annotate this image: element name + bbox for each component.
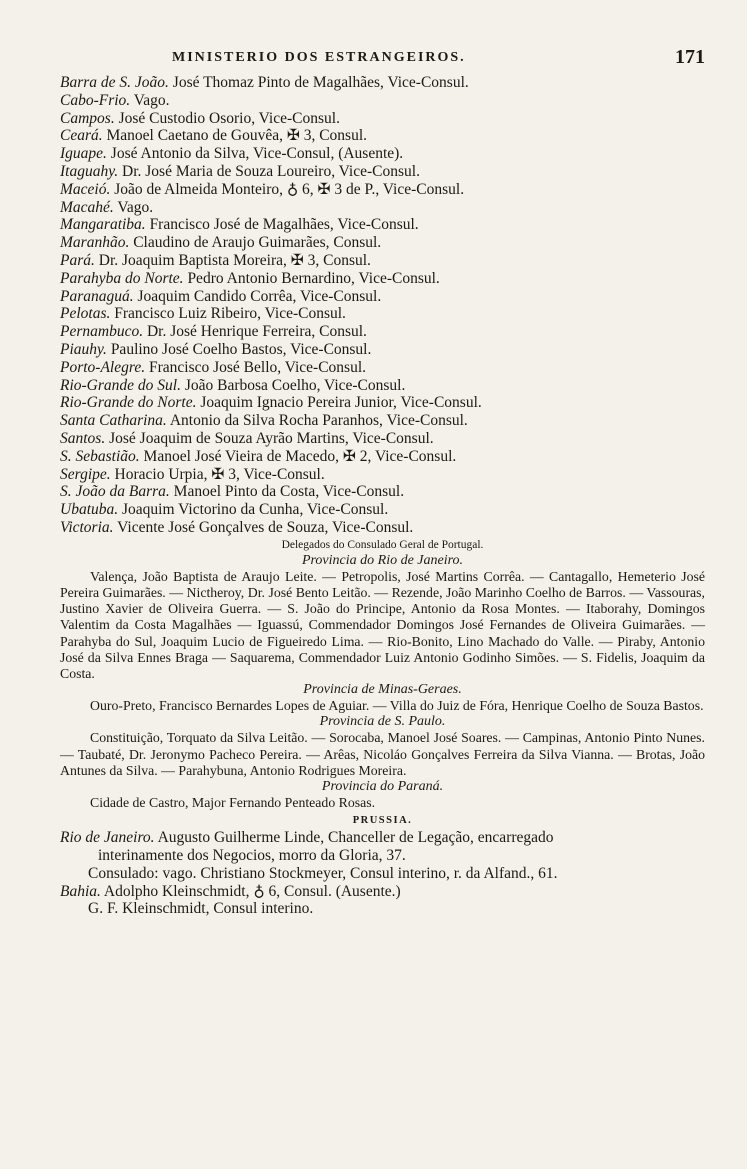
province-sections: [60, 553, 705, 811]
consul-entry: [60, 74, 705, 92]
consul-entry: [60, 412, 705, 430]
place-name: Victoria.: [60, 518, 114, 536]
place-name: Cabo-Frio.: [60, 91, 131, 109]
consul-entry: [60, 430, 705, 448]
entry-text: Francisco José de Magalhães, Vice-Consul.: [145, 216, 419, 234]
place-name: Ceará.: [60, 127, 103, 145]
entry-text: Horacio Urpia, ✠ 3, Vice-Consul.: [110, 465, 325, 483]
entry-text: Paulino José Coelho Bastos, Vice-Consul.: [106, 340, 372, 358]
place-name: Barra de S. João.: [60, 74, 169, 91]
delegados-heading: Delegados do Consulado Geral de Portugal.: [281, 538, 484, 551]
entry-text: Augusto Guilherme Linde, Chanceller de Legação, encarregado: [154, 829, 554, 847]
consul-entry: [60, 305, 705, 323]
running-title: MINISTERIO DOS ESTRANGEIROS.: [172, 50, 466, 65]
consul-entry: [60, 394, 705, 412]
place-name: Paranaguá.: [60, 287, 134, 305]
delegates-paragraph: Ouro-Preto, Francisco Bernardes Lopes de Aguiar. — Villa do Juiz de Fóra, Henrique Coelho de Souza Bastos.: [90, 698, 704, 714]
delegates-paragraph: Cidade de Castro, Major Fernando Penteado Rosas.: [90, 794, 376, 810]
place-name: Santa Catharina.: [60, 412, 167, 430]
entry-text: Adolpho Kleinschmidt, ♁ 6, Consul. (Ausente.): [100, 882, 401, 900]
consul-entry: [60, 163, 705, 181]
consul-entry: [60, 288, 705, 306]
entry-text: João de Almeida Monteiro, ♁ 6, ✠ 3 de P., Vice-Consul.: [110, 180, 465, 198]
place-name: Rio-Grande do Norte.: [60, 394, 197, 412]
entry-text: José Antonio da Silva, Vice-Consul, (Ausente).: [106, 145, 404, 163]
entry-text: Vago.: [130, 91, 170, 109]
consul-entry: [60, 466, 705, 484]
entry-text: Joaquim Candido Corrêa, Vice-Consul.: [133, 287, 382, 305]
consul-entry: [60, 519, 705, 537]
entry-text: Vago.: [113, 198, 154, 216]
consul-entry: [60, 270, 705, 288]
consul-entry: [60, 127, 705, 145]
province-heading: Provincia de Minas-Geraes.: [303, 682, 462, 698]
consul-entry: [60, 181, 705, 199]
prussia-consul-interino: G. F. Kleinschmidt, Consul interino.: [88, 900, 314, 918]
consul-entry: [60, 377, 705, 395]
consul-entry: [60, 145, 705, 163]
place-name: Pernambuco.: [60, 323, 144, 341]
consul-entry: [60, 448, 705, 466]
entry-text: Francisco Luiz Ribeiro, Vice-Consul.: [110, 305, 346, 323]
place-name: Mangaratiba.: [60, 216, 146, 234]
entry-text: Dr. José Henrique Ferreira, Consul.: [143, 323, 367, 341]
place-name: Campos.: [60, 109, 115, 127]
place-name: Piauhy.: [60, 340, 107, 358]
page-header: [60, 40, 705, 70]
consul-entry: [60, 252, 705, 270]
prussia-consulado: Consulado: vago. Christiano Stockmeyer, Consul interino, r. da Alfand., 61.: [88, 864, 558, 882]
place-name: Sergipe.: [60, 465, 111, 483]
entry-text: Manoel Pinto da Costa, Vice-Consul.: [169, 483, 405, 501]
entry-text: Joaquim Ignacio Pereira Junior, Vice-Consul.: [196, 394, 482, 412]
prussia-rio-continuation: interinamente dos Negocios, morro da Gloria, 37.: [98, 846, 406, 864]
entry-text: Antonio da Silva Rocha Paranhos, Vice-Consul.: [166, 412, 468, 430]
prussia-rio-entry: [60, 829, 705, 847]
consul-entry: [60, 483, 705, 501]
entry-text: Claudino de Araujo Guimarães, Consul.: [129, 234, 382, 252]
place-name: Macahé.: [60, 198, 114, 216]
place-name: Santos.: [60, 429, 106, 447]
place-name: Maceió.: [60, 180, 111, 198]
place-name: Rio-Grande do Sul.: [60, 376, 181, 394]
province-heading: Provincia do Rio de Janeiro.: [301, 552, 464, 568]
place-name: Pelotas.: [60, 305, 111, 323]
consul-entry: [60, 92, 705, 110]
entry-text: João Barbosa Coelho, Vice-Consul.: [180, 376, 406, 394]
entry-text: Dr. José Maria de Souza Loureiro, Vice-Consul.: [118, 162, 420, 180]
entry-text: Vicente José Gonçalves de Souza, Vice-Consul.: [113, 518, 414, 536]
place-name: Pará.: [60, 251, 95, 269]
entry-text: Joaquim Victorino da Cunha, Vice-Consul.: [118, 501, 389, 519]
consul-entry: [60, 234, 705, 252]
page-number: 171: [675, 46, 705, 68]
document-page: [60, 40, 705, 918]
place-name: S. Sebastião.: [60, 447, 140, 465]
consul-entry: [60, 216, 705, 234]
prussia-section: [60, 813, 705, 918]
entry-text: José Joaquim de Souza Ayrão Martins, Vice-Consul.: [105, 429, 434, 447]
consul-entry: [60, 199, 705, 217]
delegates-paragraph: Valença, João Baptista de Araujo Leite. — Petropolis, José Martins Corrêa. — Cantagallo, Hemeterio José Pereira Guimarães. — Nictheroy, Dr. José Bento Leitão. — Rezende, João Marinho Coelho de Barros. — Vassouras, Justino Xavier de Oliveira Guerra. — S. João do Principe, Antonio da Rosa Montes. — Itaborahy, Domingos Valentim da Costa Magalhães — Iguassú, Commendador Domingos José Fernandes de Oliveira Guimarães. — Parahyba do Sul, Joaquim Lucio de Figueiredo Lima. — Rio-Bonito, Lino Machado do Valle. — Piraby, Antonio José da Silva Ennes Braga — Saquarema, Commendador Luiz Antonio Godinho Simões. — S. Fidelis, Joaquim da Costa.: [60, 568, 705, 681]
delegados-section: [60, 537, 705, 811]
place-name: Rio de Janeiro.: [60, 829, 155, 847]
consul-entry: [60, 501, 705, 519]
entry-text: Manoel José Vieira de Macedo, ✠ 2, Vice-Consul.: [139, 447, 457, 465]
consul-entry: [60, 359, 705, 377]
province-heading: Provincia do Paraná.: [321, 778, 444, 794]
place-name: Bahia.: [60, 882, 101, 900]
place-name: Iguape.: [60, 145, 107, 163]
prussia-bahia-entry: [60, 883, 705, 901]
consul-entry: [60, 323, 705, 341]
place-name: Parahyba do Norte.: [60, 269, 184, 287]
entry-text: José Custodio Osorio, Vice-Consul.: [114, 109, 340, 127]
entry-text: Manoel Caetano de Gouvêa, ✠ 3, Consul.: [102, 127, 368, 145]
place-name: Itaguahy.: [60, 162, 119, 180]
place-name: Ubatuba.: [60, 501, 119, 519]
place-name: S. João da Barra.: [60, 483, 170, 501]
consul-entry: [60, 110, 705, 128]
province-heading: Provincia de S. Paulo.: [319, 714, 446, 730]
entry-text: José Thomaz Pinto de Magalhães, Vice-Consul.: [168, 74, 469, 91]
prussia-heading: PRUSSIA.: [352, 815, 413, 827]
place-name: Maranhão.: [60, 234, 130, 252]
entry-text: Dr. Joaquim Baptista Moreira, ✠ 3, Consul.: [94, 251, 371, 269]
consul-list: [60, 74, 705, 537]
place-name: Porto-Alegre.: [60, 358, 146, 376]
consul-entry: [60, 341, 705, 359]
entry-text: Francisco José Bello, Vice-Consul.: [145, 358, 367, 376]
entry-text: Pedro Antonio Bernardino, Vice-Consul.: [183, 269, 440, 287]
delegates-paragraph: Constituição, Torquato da Silva Leitão. — Sorocaba, Manoel José Soares. — Campinas, Antonio Pinto Nunes. — Taubaté, Dr. Jeronymo Pacheco Pereira. — Arêas, Nicoláo Gonçalves Ferreira da Silva Vianna. — Brotas, João Antunes da Silva. — Parahybuna, Antonio Rodrigues Moreira.: [60, 730, 705, 778]
